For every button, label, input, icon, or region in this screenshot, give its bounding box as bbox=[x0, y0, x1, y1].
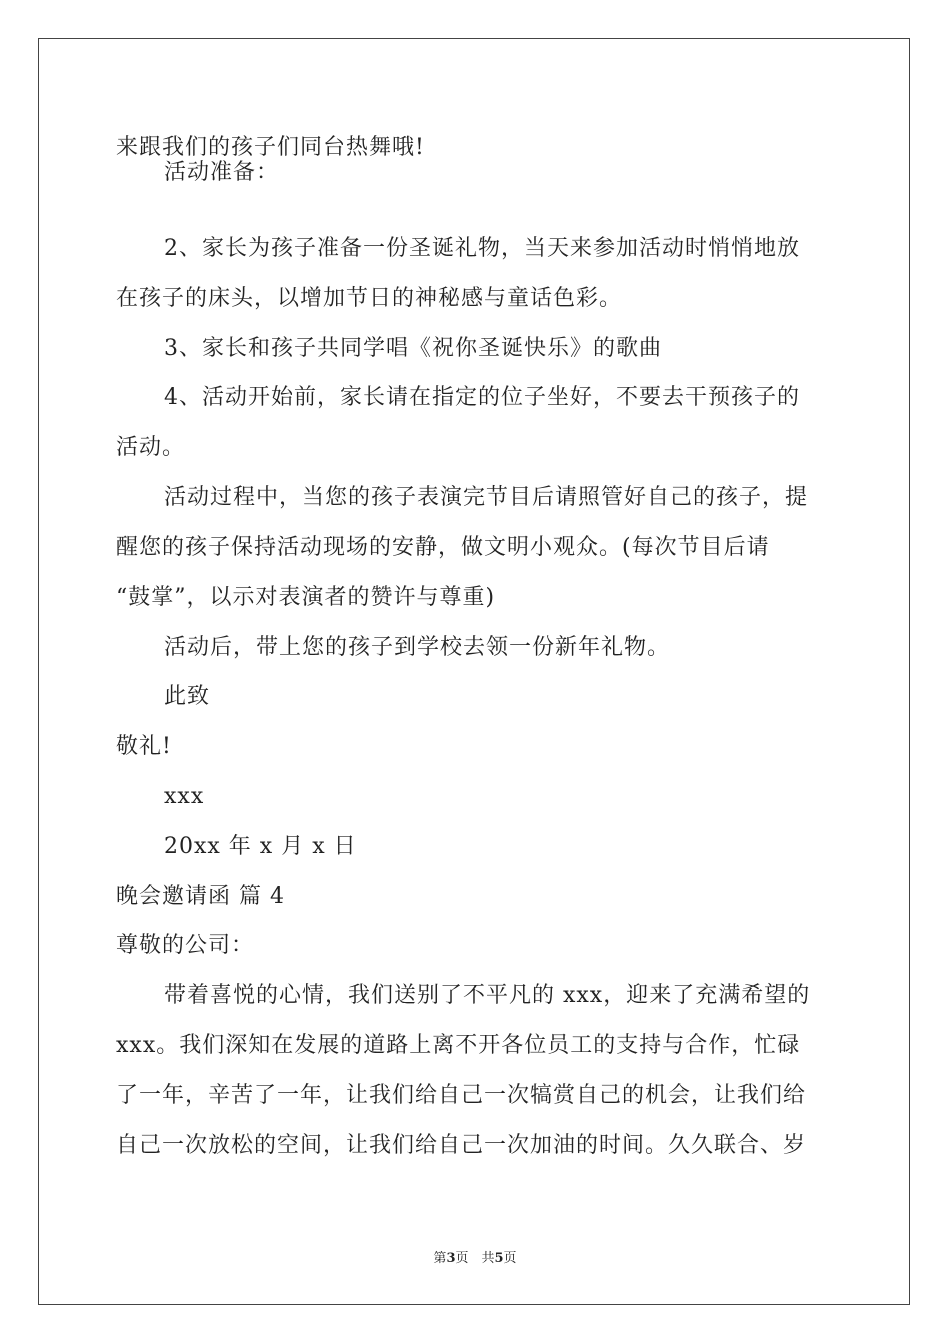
page-footer bbox=[0, 1247, 950, 1266]
text-line: 尊敬的公司： bbox=[116, 933, 255, 958]
text-line: 醒您的孩子保持活动现场的安静，做文明小观众。(每次节目后请 bbox=[116, 535, 770, 560]
text-line: 3、家长和孩子共同学唱《祝你圣诞快乐》的歌曲 bbox=[164, 336, 662, 361]
text-line: 活动过程中，当您的孩子表演完节目后请照管好自己的孩子，提 bbox=[164, 485, 809, 510]
text-line: 了一年，辛苦了一年，让我们给自己一次犒赏自己的机会，让我们给 bbox=[116, 1083, 807, 1108]
footer-total-pages: 5 bbox=[494, 1251, 504, 1266]
page-border bbox=[38, 38, 910, 1305]
text-line: “鼓掌”，以示对表演者的赞许与尊重) bbox=[116, 585, 496, 610]
text-line: 活动。 bbox=[116, 435, 186, 460]
footer-suffix: 页 bbox=[503, 1251, 517, 1266]
text-line: 活动准备： bbox=[164, 160, 280, 185]
text-line: 晚会邀请函 篇 4 bbox=[116, 884, 285, 909]
text-line: 带着喜悦的心情，我们送别了不平凡的 xxx，迎来了充满希望的 bbox=[164, 983, 811, 1008]
text-line: 自己一次放松的空间，让我们给自己一次加油的时间。久久联合、岁 bbox=[116, 1133, 807, 1158]
text-line: 来跟我们的孩子们同台热舞哦! bbox=[116, 135, 425, 160]
text-line: 敬礼! bbox=[116, 734, 172, 759]
text-line: 2、家长为孩子准备一份圣诞礼物，当天来参加活动时悄悄地放 bbox=[164, 236, 800, 261]
text-line: 活动后，带上您的孩子到学校去领一份新年礼物。 bbox=[164, 635, 671, 660]
text-line: xxx bbox=[164, 784, 205, 809]
text-line: 4、活动开始前，家长请在指定的位子坐好，不要去干预孩子的 bbox=[164, 385, 800, 410]
text-line: xxx。我们深知在发展的道路上离不开各位员工的支持与合作，忙碌 bbox=[116, 1033, 801, 1058]
text-line: 此致 bbox=[164, 684, 211, 709]
footer-page-number: 3 bbox=[446, 1251, 456, 1266]
footer-prefix: 第 bbox=[433, 1251, 447, 1266]
footer-mid: 页 共 bbox=[455, 1251, 495, 1266]
text-line: 20xx 年 x 月 x 日 bbox=[164, 834, 357, 859]
text-line: 在孩子的床头，以增加节日的神秘感与童话色彩。 bbox=[116, 286, 623, 311]
